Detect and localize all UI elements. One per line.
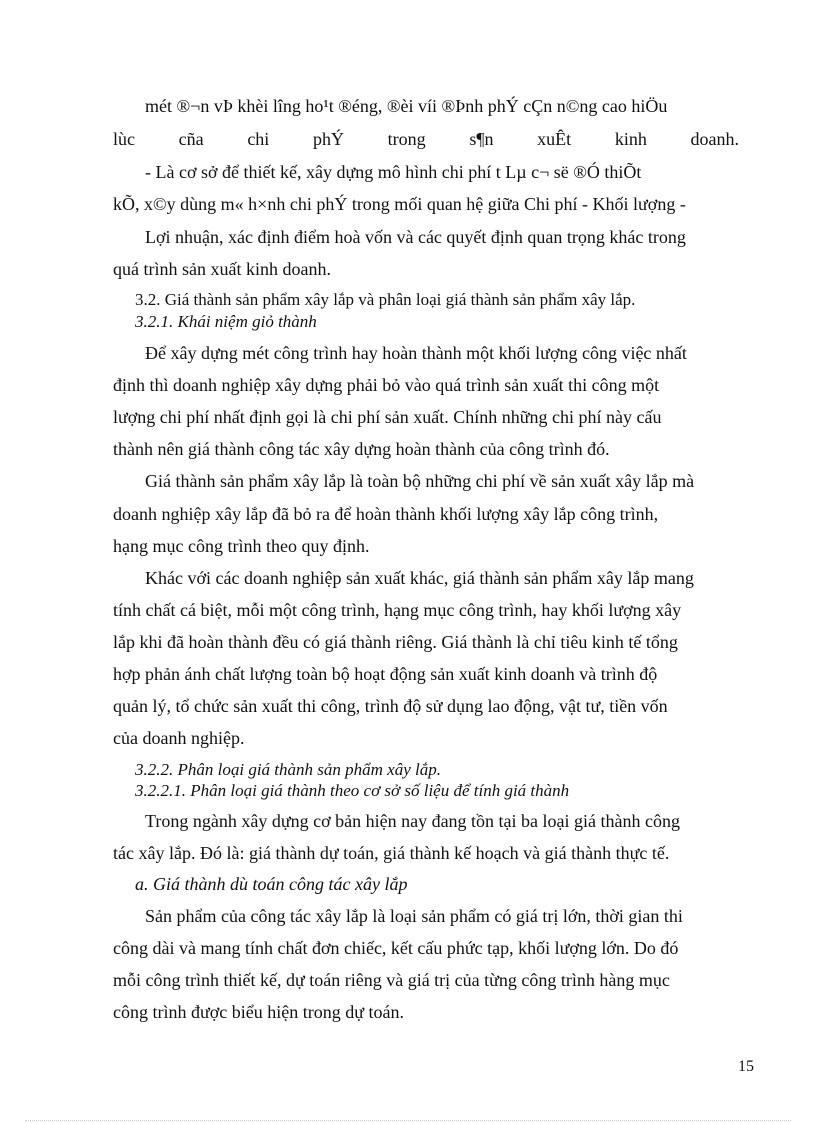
- body-line: kÕ, x©y dùng m« h×nh chi phÝ trong mối quan hệ giữa Chi phí - Khối lượng -: [113, 194, 686, 214]
- body-line: Khác với các doanh nghiệp sản xuất khác, giá thành sản phẩm xây lắp mang: [145, 568, 694, 588]
- body-line: của doanh nghiệp.: [113, 728, 245, 748]
- body-line: lùc cña chi phÝ trong s¶n xuÊt kinh doanh.: [113, 129, 739, 149]
- subsection-heading: 3.2.2. Phân loại giá thành sản phẩm xây lắp.: [135, 760, 441, 779]
- body-line: mỗi công trình thiết kế, dự toán riêng và giá trị của từng công trình hàng mục: [113, 970, 670, 990]
- body-line: quá trình sản xuất kinh doanh.: [113, 259, 331, 279]
- section-heading: 3.2. Giá thành sản phẩm xây lắp và phân loại giá thành sản phẩm xây lắp.: [135, 290, 636, 309]
- body-line: mét ®¬n vÞ khèi lîng ho¹t ®éng, ®èi víi ®Þnh phÝ cÇn n©ng cao hiÖu: [145, 96, 668, 116]
- subsection-heading: a. Giá thành dù toán công tác xây lắp: [135, 874, 408, 894]
- body-line: lắp khi đã hoàn thành đều có giá thành riêng. Giá thành là chỉ tiêu kinh tế tổng: [113, 632, 678, 652]
- body-line: - Là cơ sở để thiết kế, xây dựng mô hình chi phí t Lµ c¬ së ®Ó thiÕt: [145, 162, 642, 182]
- page-number: 15: [738, 1058, 754, 1075]
- page-bottom-divider: [25, 1120, 791, 1121]
- body-line: Để xây dựng mét công trình hay hoàn thành một khối lượng công việc nhất: [145, 343, 687, 363]
- body-line: công trình được biểu hiện trong dự toán.: [113, 1002, 404, 1022]
- body-line: Lợi nhuận, xác định điểm hoà vốn và các quyết định quan trọng khác trong: [145, 227, 686, 247]
- body-line: Giá thành sản phẩm xây lắp là toàn bộ những chi phí về sản xuất xây lắp mà: [145, 471, 695, 491]
- body-line: lượng chi phí nhất định gọi là chi phí sản xuất. Chính những chi phí này cấu: [113, 407, 662, 427]
- body-line: tác xây lắp. Đó là: giá thành dự toán, giá thành kế hoạch và giá thành thực tế.: [113, 843, 670, 863]
- body-line: thành nên giá thành công tác xây dựng hoàn thành của công trình đó.: [113, 439, 610, 459]
- subsection-heading: 3.2.2.1. Phân loại giá thành theo cơ sở số liệu để tính giá thành: [135, 781, 570, 800]
- body-line: định thì doanh nghiệp xây dựng phải bỏ vào quá trình sản xuất thi công một: [113, 375, 660, 395]
- body-line: hạng mục công trình theo quy định.: [113, 536, 370, 556]
- body-line: tính chất cá biệt, mỗi một công trình, hạng mục công trình, hay khối lượng xây: [113, 600, 682, 620]
- body-line: hợp phản ánh chất lượng toàn bộ hoạt động sản xuất kinh doanh và trình độ: [113, 664, 658, 684]
- body-line: công dài và mang tính chất đơn chiếc, kết cấu phức tạp, khối lượng lớn. Do đó: [113, 938, 679, 958]
- body-line: doanh nghiệp xây lắp đã bỏ ra để hoàn thành khối lượng xây lắp công trình,: [113, 504, 659, 524]
- subsection-heading: 3.2.1. Khái niệm giỏ thành: [135, 312, 317, 331]
- body-line: Sản phẩm của công tác xây lắp là loại sản phẩm có giá trị lớn, thời gian thi: [145, 906, 683, 926]
- body-line: quản lý, tổ chức sản xuất thi công, trình độ sử dụng lao động, vật tư, tiền vốn: [113, 696, 668, 716]
- body-line: Trong ngành xây dựng cơ bản hiện nay đang tồn tại ba loại giá thành công: [145, 811, 680, 831]
